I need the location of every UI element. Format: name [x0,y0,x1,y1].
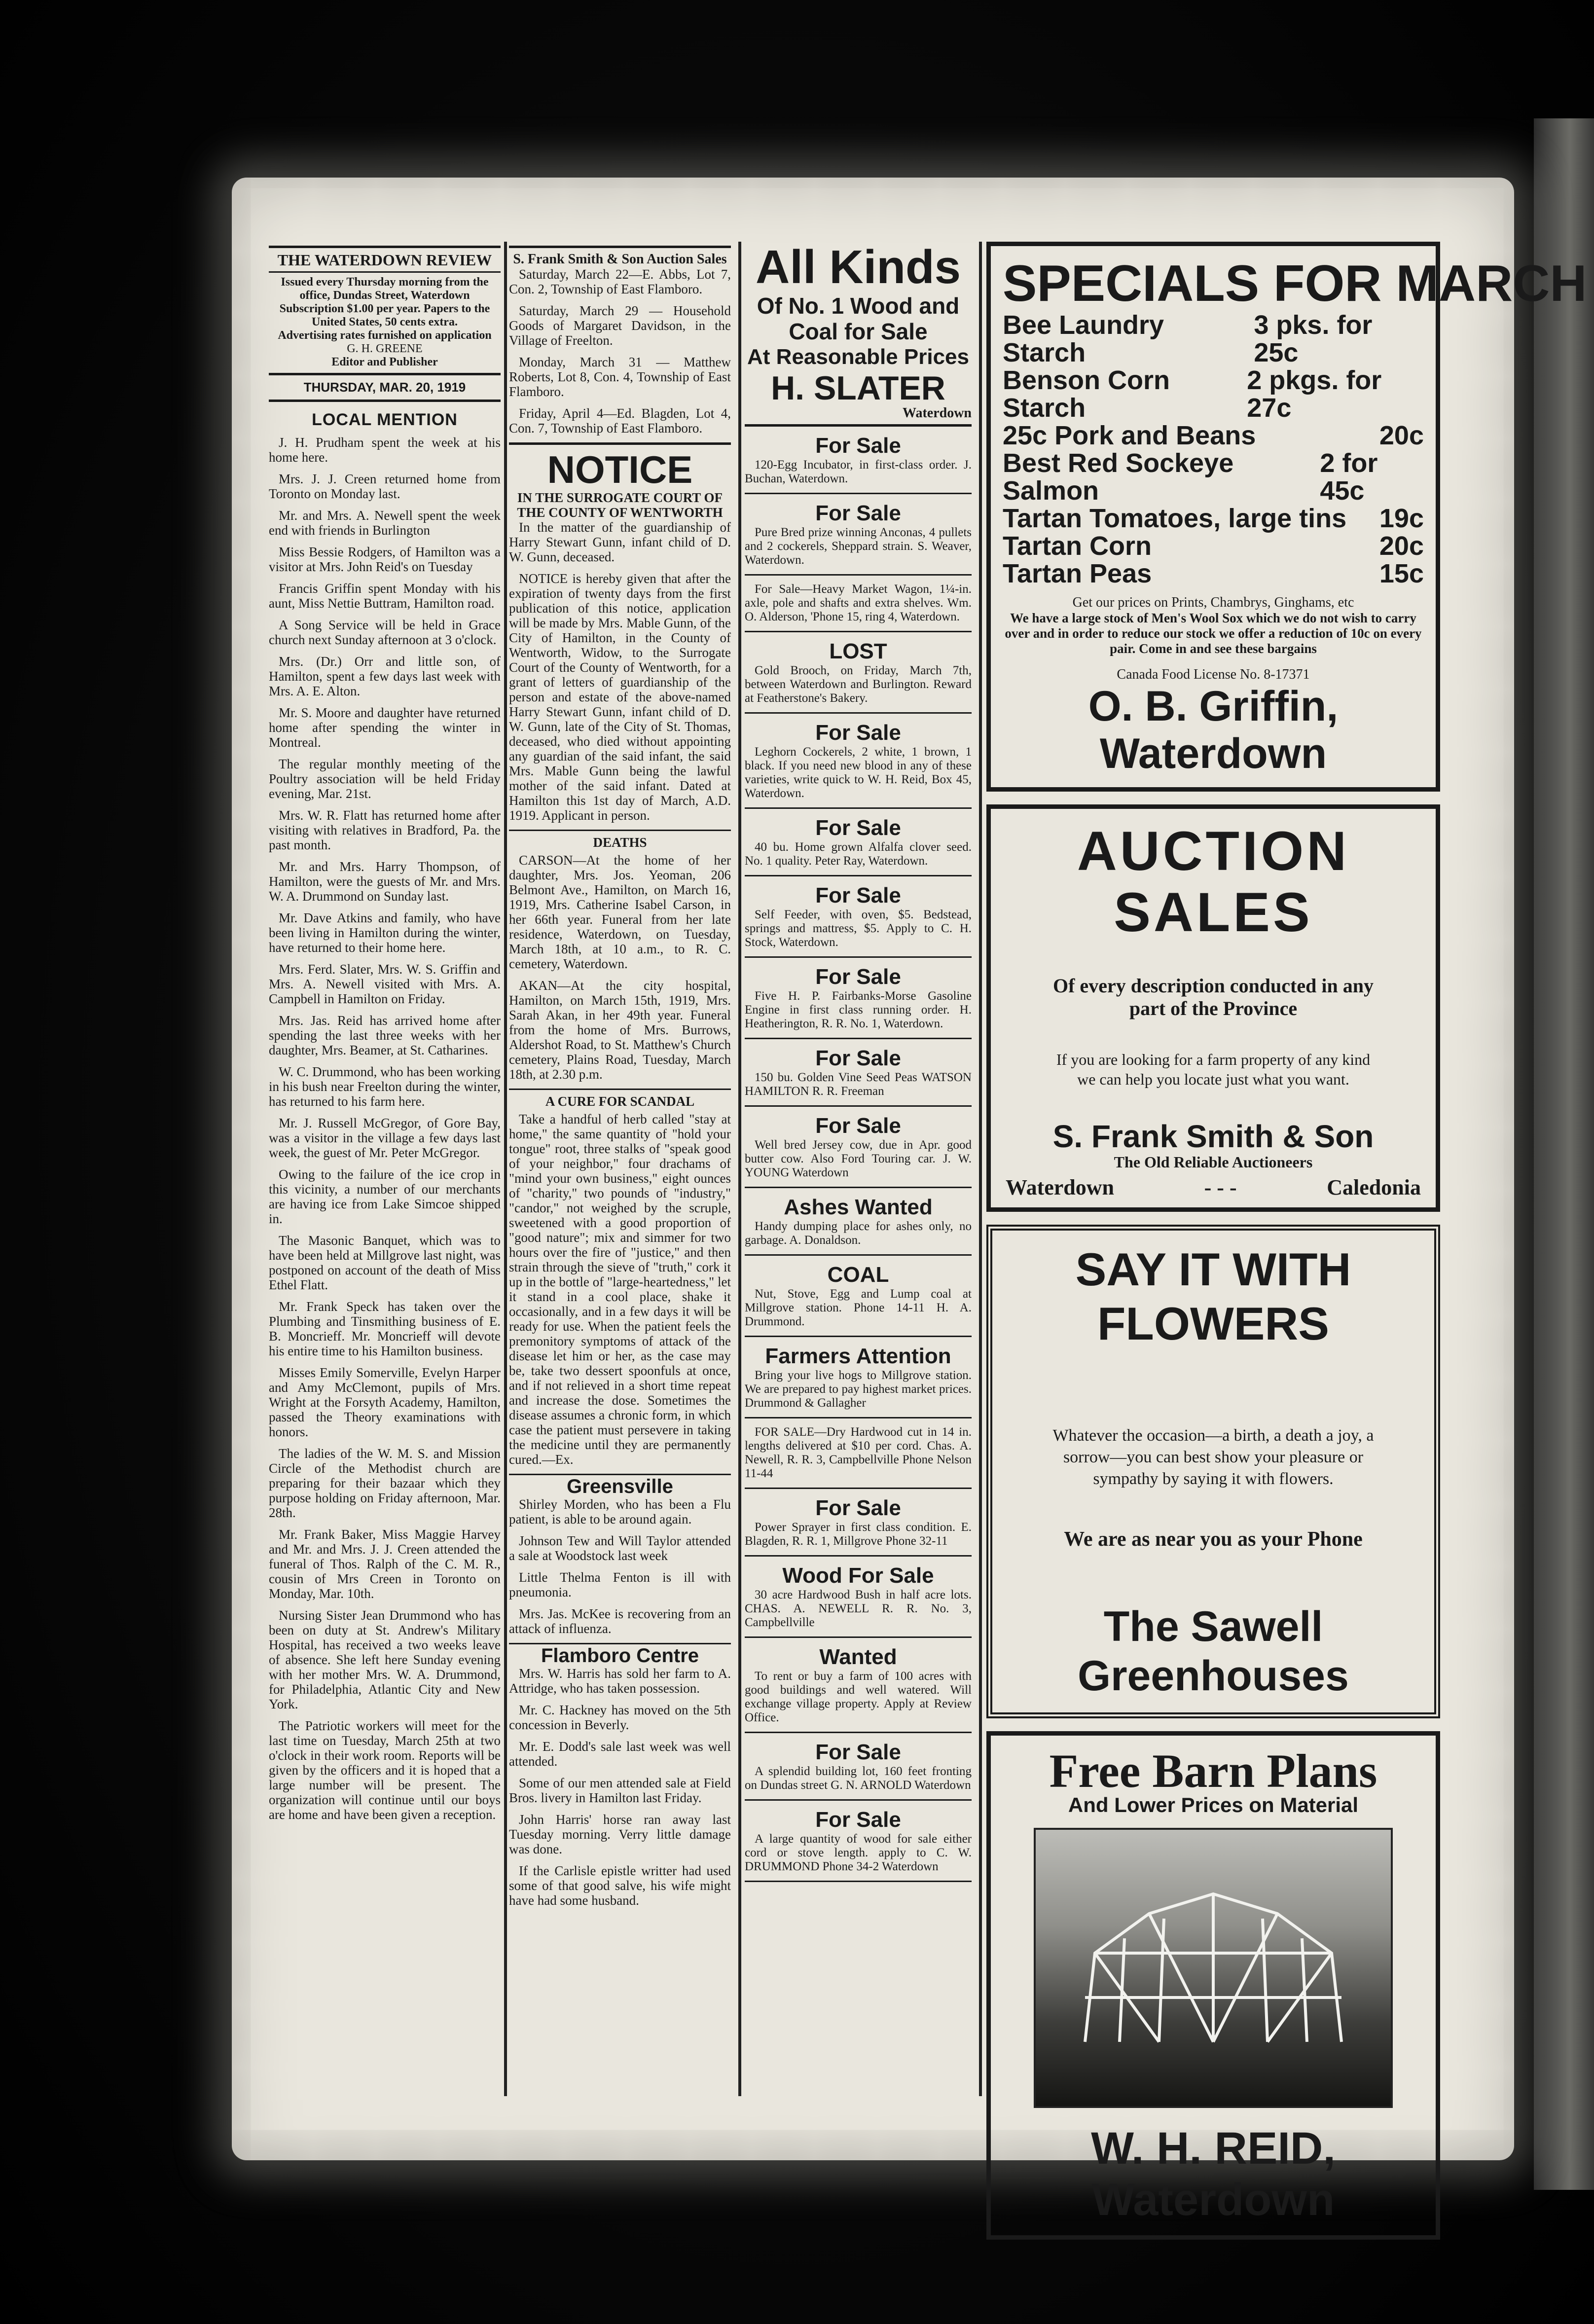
flamboro-item: Mr. E. Dodd's sale last week was well attended. [509,1739,731,1769]
classified-ad [745,1563,972,1638]
rule [745,1881,972,1882]
masthead-title: THE WATERDOWN REVIEW [277,251,492,269]
deaths-heading: DEATHS [593,835,647,850]
classified-ad [745,1263,972,1337]
specials-ad [986,242,1587,792]
classified-body: To rent or buy a farm of 100 acres with good buildings and well watered. Will exchange village property. Apply at Review Office. [745,1670,972,1724]
rule [509,1089,731,1090]
specials-item-name: Benson Corn Starch [1003,365,1170,423]
classified-heading: For Sale [815,1114,901,1138]
classified-ad [745,1740,972,1801]
rule [509,246,731,248]
greensville-heading: Greensville [567,1476,673,1497]
rule [745,1336,972,1337]
barn-frame-photo [1034,1828,1393,2108]
classified-heading: For Sale [815,816,901,840]
column-3 [745,242,972,1889]
rule [269,246,501,248]
classified-heading: For Sale [815,1496,901,1520]
column-4 [986,242,1587,2252]
classified-body: Gold Brooch, on Friday, March 7th, between Waterdown and Burlington. Reward at Featherstone's Bakery. [745,664,972,705]
classified-body: Five H. P. Fairbanks-Morse Gasoline Engine in first class running order. H. Heatherington, R. R. No. 1, Waterdown. [745,989,972,1030]
local-mention-list [269,435,501,1822]
column-1 [269,242,501,1829]
masthead-advertising: Advertising rates furnished on application [278,329,492,342]
slater-line4: At Reasonable Prices [747,345,969,369]
rule [745,493,972,494]
rule [269,373,501,375]
classified-heading: Wood For Sale [782,1563,934,1588]
rule [745,1254,972,1256]
local-item: J. H. Prudham spent the week at his home here. [269,435,501,465]
classified-ad [745,965,972,1039]
specials-row [1003,311,1424,366]
rule [745,1636,972,1638]
local-item: The Patriotic workers will meet for the last time on Tuesday, March 25th at two o'clock in their work room. Reports will be given by the officers and it is hoped that a large number will be present. The organization will continue until our boys are home and have been given a reception. [269,1718,501,1822]
auction-ad-places [1006,1175,1421,1199]
specials-note1: Get our prices on Prints, Chambrys, Ginghams, etc [1072,595,1354,610]
local-item: W. C. Drummond, who has been working in his bush near Freelton during the winter, has returned to his farm here. [269,1064,501,1109]
classified-body: A large quantity of wood for sale either cord or stove length. apply to C. W. DRUMMOND Phone 34-2 Waterdown [745,1832,972,1873]
specials-note2: We have a large stock of Men's Wool Sox which we do not wish to carry over and in order to reduce our stock we offer a reduction of 10c on every pair. Come in and see these bargains [1005,611,1422,656]
masthead-subscription: Subscription $1.00 per year. Papers to the United States, 50 cents extra. [279,302,490,328]
greensville-item: Johnson Tew and Will Taylor attended a sale at Woodstock last week [509,1533,731,1563]
rule [269,399,501,402]
rule [745,424,972,427]
local-item: Mr. J. Russell McGregor, of Gore Bay, was a visitor in the village a few days last week, the guest of Mr. Peter McGregor. [269,1116,501,1160]
local-item: Mr. and Mrs. A. Newell spent the week end with friends in Burlington [269,508,501,538]
auction-ad-heading: AUCTION SALES [1077,820,1350,943]
column-rule [979,242,982,2096]
classified-heading: For Sale [815,883,901,908]
specials-list [1003,311,1424,587]
slater-name: H. SLATER [771,369,945,407]
auction-ad [986,804,1440,1212]
classified-heading: Farmers Attention [765,1344,951,1368]
classified-heading: For Sale [815,434,901,458]
classified-heading: For Sale [815,1740,901,1764]
rule [745,1488,972,1489]
specials-row [1003,532,1424,560]
masthead-info: Issued every Thursday morning from the office, Dundas Street, Waterdown [281,276,489,302]
specials-item-name: 25c Pork and Beans [1003,421,1256,450]
specials-item-price: 20c [1379,421,1424,450]
specials-row [1003,422,1424,449]
classified-body: A splendid building lot, 160 feet fronting on Dundas street G. N. ARNOLD Waterdown [745,1765,972,1792]
specials-heading-text: SPECIALS FOR MARCH [1003,255,1587,312]
classified-body: Bring your live hogs to Millgrove station. We are prepared to pay highest market prices. Drummond & Gallagher [745,1369,972,1410]
column-rule [504,242,507,2096]
classified-body: Pure Bred prize winning Anconas, 4 pullets and 2 cockerels, Sheppard strain. S. Weaver, Waterdown. [745,526,972,567]
specials-row [1003,505,1424,532]
classified-heading: Wanted [819,1645,897,1669]
specials-row [1003,560,1424,587]
local-item: Owing to the failure of the ice crop in this vicinity, a number of our merchants are having ice from Lake Simcoe shipped in. [269,1167,501,1226]
local-item: Mrs. W. R. Flatt has returned home after visiting with relatives in Bradford, Pa. the past month. [269,808,501,852]
flamboro-list [509,1666,731,1908]
classified-body: 150 bu. Golden Vine Seed Peas WATSON HAMILTON R. R. Freeman [745,1071,972,1098]
specials-item-price: 19c [1379,504,1424,533]
column-2 [509,242,731,1915]
auction-ad-place-left: Waterdown [1006,1175,1114,1199]
classified-ad [745,1344,972,1418]
rule [745,1417,972,1418]
classified-heading: For Sale [815,965,901,989]
auction-ad-tagline: The Old Reliable Auctioneers [1114,1153,1313,1171]
flamboro-item: Some of our men attended sale at Field Bros. livery in Hamilton last Friday. [509,1776,731,1805]
rule [745,574,972,576]
classified-ad [745,1195,972,1256]
classified-body: For Sale—Heavy Market Wagon, 1¼-in. axle, pole and shafts and extra shelves. Wm. O. Alderson, 'Phone 15, ring 4, Waterdown. [745,582,972,623]
rule [745,956,972,958]
local-item: The regular monthly meeting of the Poultry association will be held Friday evening, Mar. 21st. [269,757,501,801]
food-license: Canada Food License No. 8-17371 [1117,667,1310,682]
slater-place: Waterdown [903,405,972,421]
local-item: Francis Griffin spent Monday with his aunt, Miss Nettie Buttram, Hamilton road. [269,581,501,611]
classified-heading: Ashes Wanted [784,1195,933,1219]
barn-store: W. H. REID, Waterdown [1091,2123,1336,2225]
rule [745,1105,972,1107]
local-item: Mr. Frank Speck has taken over the Plumbing and Tinsmithing business of E. B. Moncrieff. Mr. Moncrieff will devote his entire time to his Hamilton business. [269,1299,501,1358]
local-item: A Song Service will be held in Grace church next Sunday afternoon at 3 o'clock. [269,617,501,647]
specials-item-name: Tartan Peas [1003,559,1152,588]
death-item: CARSON—At the home of her daughter, Mrs. Jos. Yeoman, 206 Belmont Ave., Hamilton, on March 16, 1919, Mrs. Catherine Isabel Carson, in her 66th year. Funeral from her late residence, Waterdown, on Tuesday, March 18th, at 10 a.m., to R. C. cemetery, Waterdown. [509,853,731,971]
classified-heading: For Sale [815,501,901,525]
scandal-body: Take a handful of herb called "stay at home," the same quantity of "hold your tongue" root, three stalks of "speak good of your neighbor," four drachams of "mind your own business," eight ounces of "charity," two pounds of "industry," "candor," not weighed by the scruple, sweetened with a good proportion of "good nature"; mix and simmer for two hours over the fire of "justice," and then strain through the sieve of "truth," cork it up in the bottle of "large-heartedness," let it stand in a cool place, shake it occasionally, and in a few days it will be ready for use. When the patient feels the premonitory symptoms of attack of the disease let him or her, as the case may be, take two dessert spoonfuls at once, and if not relieved in a short time repeat and increase the dose. Sometimes the disease assumes a chronic form, in which case the patient must persevere in taking the medicine until they are permanently cured.—Ex. [509,1112,731,1467]
rule [269,271,501,273]
flamboro-item: John Harris' horse ran away last Tuesday morning. Verry little damage was done. [509,1812,731,1856]
rule [745,1038,972,1039]
auction-list-heading: S. Frank Smith & Son Auction Sales [513,252,727,267]
flamboro-item: If the Carlisle epistle writter had used some of that good salve, his wife might have had some husband. [509,1863,731,1908]
specials-item-name: Tartan Corn [1003,531,1152,561]
masthead-editor-title: Editor and Publisher [331,356,438,368]
classified-body: 120-Egg Incubator, in first-class order. J. Buchan, Waterdown. [745,458,972,485]
greensville-list [509,1497,731,1636]
classified-ad [745,1425,972,1489]
local-mention-heading: LOCAL MENTION [312,410,458,429]
column-rule [738,242,741,2096]
specials-item-price: 20c [1379,531,1424,561]
flowers-heading: SAY IT WITH FLOWERS [1075,1243,1351,1349]
local-item: Mr. S. Moore and daughter have returned home after spending the winter in Montreal. [269,705,501,750]
greensville-item: Little Thelma Fenton is ill with pneumonia. [509,1570,731,1599]
rule [509,1474,731,1475]
classifieds-list [745,434,972,1882]
classified-heading: For Sale [815,1808,901,1832]
classified-body: Power Sprayer in first class condition. E. Blagden, R. R. 1, Millgrove Phone 32-11 [745,1521,972,1548]
local-item: Mrs. (Dr.) Orr and little son, of Hamilton, spent a few days last week with Mrs. A. E. Alton. [269,654,501,698]
barn-frame-illustration [1065,1874,1361,2052]
classified-heading: COAL [827,1263,889,1287]
classified-ad [745,721,972,809]
barn-subheading: And Lower Prices on Material [1068,1793,1359,1816]
griffin-store: O. B. Griffin, Waterdown [1088,683,1339,777]
deaths-list [509,853,731,1082]
rule [745,1732,972,1733]
specials-item-price: 2 pkgs. for 27c [1247,365,1382,423]
classified-body: 40 bu. Home grown Alfalfa clover seed. No. 1 quality. Peter Ray, Waterdown. [745,840,972,868]
auction-ad-dash: - - - [1204,1175,1237,1199]
specials-item-price: 15c [1379,559,1424,588]
flowers-name: The Sawell Greenhouses [1078,1603,1349,1700]
local-item: Misses Emily Somerville, Evelyn Harper and Amy McClemont, pupils of Mrs. Wright at the Forsyth Academy, Hamilton, passed the Theory examinations with honors. [269,1365,501,1439]
slater-headline: All Kinds [755,241,961,293]
rule [509,442,731,445]
local-item: Mr. and Mrs. Harry Thompson, of Hamilton, were the guests of Mr. and Mrs. W. A. Drummond on Sunday last. [269,859,501,904]
masthead-editor: G. H. GREENE [347,342,423,355]
classified-body: Self Feeder, with oven, $5. Bedstead, springs and mattress, $5. Apply to C. H. Stock, Waterdown. [745,908,972,949]
local-item: Mr. Frank Baker, Miss Maggie Harvey and Mr. and Mrs. J. J. Creen attended the funeral of Thos. Ralph of the C. M. R., cousin of Mrs Creen in Toronto on Monday, Mar. 10th. [269,1527,501,1601]
classified-ad [745,501,972,576]
classified-ad [745,883,972,958]
local-item: Miss Bessie Rodgers, of Hamilton was a visitor at Mrs. John Reid's on Tuesday [269,545,501,574]
death-item: AKAN—At the city hospital, Hamilton, on March 15th, 1919, Mrs. Sarah Akan, in her 49th year. Funeral from the home of Mrs. Burrows, Aldershot Road, to St. Matthew's Church cemetery, Plains Road, Tuesday, March 18th, at 2.30 p.m. [509,978,731,1082]
classified-ad [745,1496,972,1557]
classified-ad [745,582,972,632]
flowers-ad [986,1225,1440,1718]
specials-item-name: Bee Laundry Starch [1003,310,1164,367]
local-item: Mrs. Jas. Reid has arrived home after spending the last three weeks with her daughter, Mrs. Beamer, at St. Catharines. [269,1013,501,1057]
adjacent-page-edge [1534,118,1594,2190]
classified-ad [745,816,972,876]
barn-ad [986,1731,1440,2240]
specials-row [1003,449,1424,505]
flowers-phone: We are as near you as your Phone [1064,1528,1363,1551]
rule [745,1555,972,1557]
flamboro-heading: Flamboro Centre [541,1645,699,1667]
specials-row [1003,366,1424,422]
classified-body: Well bred Jersey cow, due in Apr. good butter cow. Also Ford Touring car. J. W. YOUNG Waterdown [745,1138,972,1179]
classified-heading: For Sale [815,721,901,745]
auction-ad-name: S. Frank Smith & Son [1052,1119,1374,1154]
flamboro-item: Mrs. W. Harris has sold her farm to A. Attridge, who has taken possession. [509,1666,731,1696]
slater-line3: Coal for Sale [789,319,928,344]
rule [745,1799,972,1801]
auction-item: Friday, April 4—Ed. Blagden, Lot 4, Con. 7, Township of East Flamboro. [509,406,731,436]
local-item: Mrs. Ferd. Slater, Mrs. W. S. Griffin and Mrs. A. Newell visited with Mrs. A. Campbell in Hamilton on Friday. [269,962,501,1006]
auction-item: Saturday, March 22—E. Abbs, Lot 7, Con. 2, Township of East Flamboro. [509,267,731,296]
flowers-body: Whatever the occasion—a birth, a death a joy, a sorrow—you can best show your pleasure or sympathy by saying it with flowers. [1052,1426,1374,1488]
rule [509,830,731,831]
local-item: Mr. Dave Atkins and family, who have been living in Hamilton during the winter, have returned to their home here. [269,910,501,955]
classified-ad [745,1808,972,1882]
classified-body: Handy dumping place for ashes only, no garbage. A. Donaldson. [745,1220,972,1247]
greensville-item: Mrs. Jas. McKee is recovering from an attack of influenza. [509,1606,731,1636]
classified-heading: For Sale [815,1046,901,1070]
specials-heading [1003,255,1587,312]
notice-matter: In the matter of the guardianship of Harry Stewart Gunn, infant child of D. W. Gunn, deceased. [509,520,731,564]
auction-list [509,267,731,436]
slater-line2: Of No. 1 Wood and [757,293,960,319]
barn-heading: Free Barn Plans [1049,1744,1377,1797]
notice-court: IN THE SURROGATE COURT OF THE COUNTY OF WENTWORTH [517,490,723,520]
classified-body: Leghorn Cockerels, 2 white, 1 brown, 1 black. If you need new blood in any of these varieties, write quick to W. H. Reid, Box 45, Waterdown. [745,745,972,800]
rule [745,875,972,876]
auction-item: Monday, March 31 — Matthew Roberts, Lot 8, Con. 4, Township of East Flamboro. [509,355,731,399]
classified-ad [745,1114,972,1188]
classified-body: 30 acre Hardwood Bush in half acre lots. CHAS. A. NEWELL R. R. No. 3, Campbellville [745,1588,972,1629]
scandal-heading: A CURE FOR SCANDAL [545,1094,695,1109]
auction-ad-line2: If you are looking for a farm property of any kind we can help you locate just what you want. [1056,1051,1371,1088]
local-item: Mrs. J. J. Creen returned home from Toronto on Monday last. [269,472,501,501]
specials-item-price: 2 for 45c [1320,448,1378,506]
auction-ad-place-right: Caledonia [1327,1175,1421,1199]
rule [745,807,972,809]
greensville-item: Shirley Morden, who has been a Flu patient, is able to be around again. [509,1497,731,1526]
rule [509,1643,731,1644]
rule [745,1187,972,1188]
specials-item-name: Best Red Sockeye Salmon [1003,448,1234,506]
issue-date: THURSDAY, MAR. 20, 1919 [303,380,466,395]
notice-heading: NOTICE [547,448,693,491]
auction-item: Saturday, March 29 — Household Goods of Margaret Davidson, in the Village of Freelton. [509,303,731,348]
specials-item-name: Tartan Tomatoes, large tins [1003,504,1347,533]
classified-body: Nut, Stove, Egg and Lump coal at Millgrove station. Phone 14-11 H. A. Drummond. [745,1287,972,1328]
notice-body: NOTICE is hereby given that after the expiration of twenty days from the first publication of this notice, application will be made by Mrs. Mable Gunn, of the City of Hamilton, in the County of Wentworth, Widow, to the Surrogate Court of the County of Wentworth, for a grant of letters of guardianship of the person and estate of the above-named Harry Stewart Gunn, infant child of D. W. Gunn, late of the City of St. Thomas, deceased, who died without appointing any guardian of the said infant, the said Mrs. Mable Gunn being the lawful mother of the said infant. Dated at Hamilton this 1st day of March, A.D. 1919. Applicant in person. [509,571,731,823]
classified-ad [745,434,972,494]
classified-ad [745,1046,972,1107]
specials-item-price: 3 pks. for 25c [1254,310,1373,367]
local-item: The ladies of the W. M. S. and Mission Circle of the Methodist church are preparing for their bazaar which they purpose holding on Friday afternoon, Mar. 28th. [269,1446,501,1520]
local-item: The Masonic Banquet, which was to have been held at Millgrove last night, was postponed on account of the death of Miss Ethel Flatt. [269,1233,501,1292]
auction-ad-line1: Of every description conducted in any part of the Province [1053,975,1374,1019]
local-item: Nursing Sister Jean Drummond who has been on duty at St. Andrew's Military Hospital, has received a two weeks leave of absence. She left here Sunday evening with her mother Mrs. W. A. Drummond, for Philadelphia, Atlantic City and New York. [269,1608,501,1711]
rule [745,631,972,632]
classified-body: FOR SALE—Dry Hardwood cut in 14 in. lengths delivered at $10 per cord. Chas. A. Newell, R. R. 3, Campbellville Phone Nelson 11-44 [745,1425,972,1480]
classified-ad [745,1645,972,1733]
rule [745,712,972,714]
flamboro-item: Mr. C. Hackney has moved on the 5th concession in Beverly. [509,1703,731,1732]
classified-heading: LOST [829,639,887,663]
classified-ad [745,639,972,714]
